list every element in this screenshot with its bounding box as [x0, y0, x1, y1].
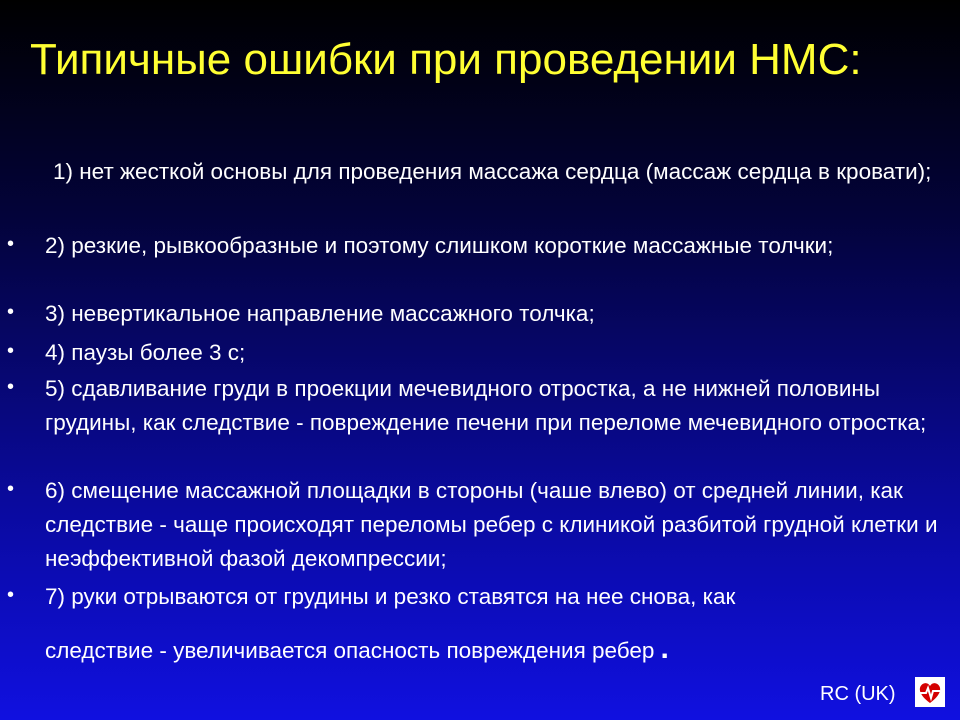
list-item-4: 4) паузы более 3 с;	[45, 340, 246, 365]
footer-label: RC (UK)	[820, 683, 896, 705]
list-item-7-period: .	[660, 632, 669, 665]
bullet-7: •	[7, 584, 15, 606]
bullet-4: •	[7, 340, 15, 362]
list-item-2: 2) резкие, рывкообразные и поэтому слишком короткие массажные толчки;	[45, 233, 834, 258]
bullet-3: •	[7, 301, 15, 323]
list-item-7-text: следствие - увеличивается опасность повреждения ребер	[45, 638, 655, 663]
bullet-6: •	[7, 478, 15, 500]
list-item-6: 6) смещение массажной площадки в стороны (чаше влево) от средней линии, как следствие - чаще происходят переломы ребер с клиникой разбитой грудной клетки и неэффективной фазой декомпрессии;	[45, 478, 938, 571]
bullet-2: •	[7, 233, 15, 255]
list-item-1: 1) нет жесткой основы для проведения массажа сердца (массаж сердца в кровати);	[53, 159, 932, 184]
list-item-7: 7) руки отрываются от грудины и резко ставятся на нее снова, как	[45, 584, 736, 609]
list-item-7-continuation	[45, 632, 945, 668]
list-item-5: 5) сдавливание груди в проекции мечевидного отростка, а не нижней половины грудины, как следствие - повреждение печени при переломе мечевидного отростка;	[45, 376, 927, 435]
bullet-5: •	[7, 376, 15, 398]
heart-logo-icon	[914, 676, 946, 708]
slide-title: Типичные ошибки при проведении НМС:	[30, 35, 862, 84]
list-item-3: 3) невертикальное направление массажного толчка;	[45, 301, 595, 326]
